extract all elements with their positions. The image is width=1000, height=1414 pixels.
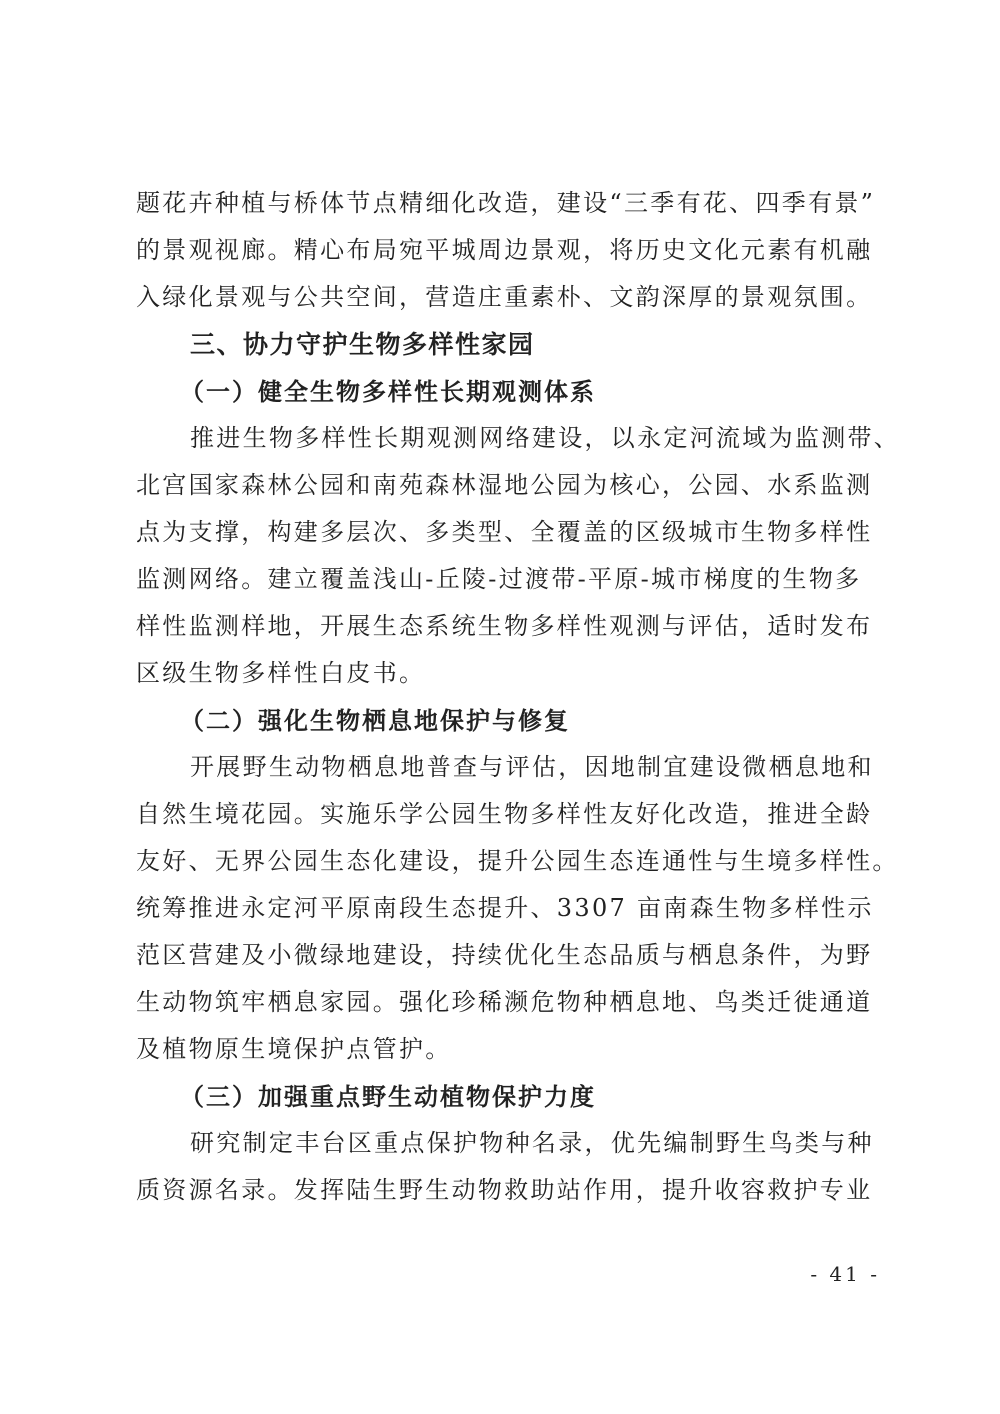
paragraph-line: 入绿化景观与公共空间，营造庄重素朴、文韵深厚的景观氛围。 bbox=[136, 283, 873, 311]
paragraph-line: 友好、无界公园生态化建设，提升公园生态连通性与生境多样性。 bbox=[136, 847, 899, 875]
paragraph-line: 生动物筑牢栖息家园。强化珍稀濒危物种栖息地、鸟类迁徙通道 bbox=[136, 988, 873, 1016]
paragraph-line: 题花卉种植与桥体节点精细化改造，建设“三季有花、四季有景” bbox=[136, 189, 876, 217]
paragraph-line: 的景观视廊。精心布局宛平城周边景观，将历史文化元素有机融 bbox=[136, 236, 873, 264]
paragraph-line: 北宫国家森林公园和南苑森林湿地公园为核心，公园、水系监测 bbox=[136, 471, 873, 499]
paragraph-line: 统筹推进永定河平原南段生态提升、3307 亩南森生物多样性示 bbox=[136, 894, 874, 922]
paragraph-line: 点为支撑，构建多层次、多类型、全覆盖的区级城市生物多样性 bbox=[136, 518, 873, 546]
paragraph-line: 自然生境花园。实施乐学公园生物多样性友好化改造，推进全龄 bbox=[136, 800, 873, 828]
section-heading: 三、协力守护生物多样性家园 bbox=[190, 330, 535, 359]
subsection-heading: （一）健全生物多样性长期观测体系 bbox=[180, 377, 596, 406]
paragraph-line: 开展野生动物栖息地普查与评估，因地制宜建设微栖息地和 bbox=[190, 753, 874, 781]
paragraph-line: 样性监测样地，开展生态系统生物多样性观测与评估，适时发布 bbox=[136, 612, 873, 640]
subsection-heading: （二）强化生物栖息地保护与修复 bbox=[180, 706, 570, 735]
paragraph-line: 推进生物多样性长期观测网络建设，以永定河流域为监测带、 bbox=[190, 424, 901, 452]
page-number: - 41 - bbox=[810, 1262, 880, 1286]
paragraph-line: 研究制定丰台区重点保护物种名录，优先编制野生鸟类与种 bbox=[190, 1129, 874, 1157]
paragraph-line: 区级生物多样性白皮书。 bbox=[136, 659, 426, 687]
subsection-heading: （三）加强重点野生动植物保护力度 bbox=[180, 1082, 596, 1111]
paragraph-line: 监测网络。建立覆盖浅山-丘陵-过渡带-平原-城市梯度的生物多 bbox=[136, 565, 862, 593]
body-text bbox=[136, 180, 901, 1214]
paragraph-line: 质资源名录。发挥陆生野生动物救助站作用，提升收容救护专业 bbox=[136, 1176, 873, 1204]
paragraph-line: 及植物原生境保护点管护。 bbox=[136, 1035, 452, 1063]
paragraph-line: 范区营建及小微绿地建设，持续优化生态品质与栖息条件，为野 bbox=[136, 941, 873, 969]
